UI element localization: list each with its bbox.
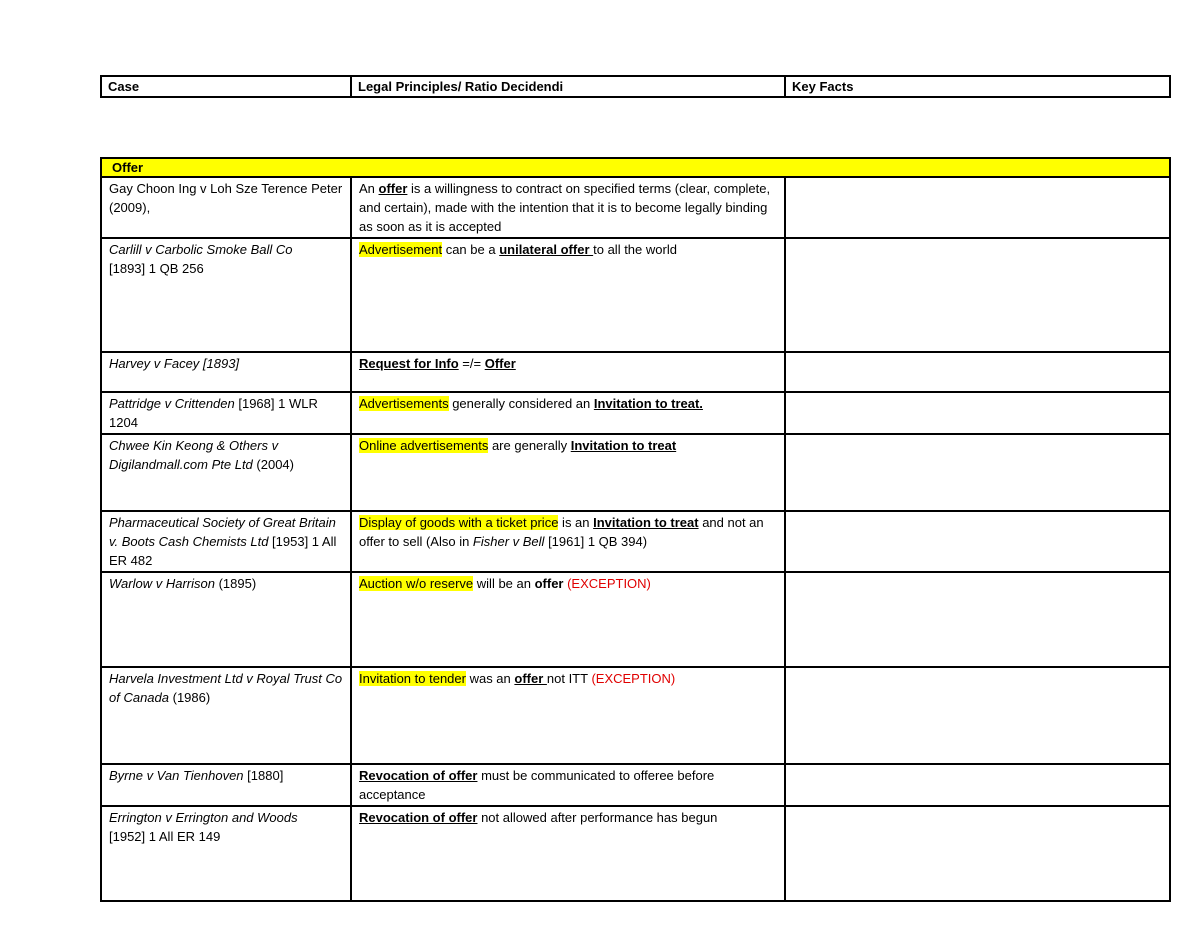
principle-highlight: Advertisements	[359, 396, 449, 411]
case-name: Byrne v Van Tienhoven	[109, 768, 244, 783]
principle-keyword: Invitation to treat	[593, 515, 699, 530]
principle-highlight: Display of goods with a ticket price	[359, 515, 559, 530]
principle-keyword: Revocation of offer	[359, 768, 478, 783]
case-cell	[101, 238, 351, 352]
case-citation: [1880]	[243, 768, 284, 783]
principle-keyword: Invitation to treat.	[593, 396, 703, 411]
principle-text: =/=	[458, 356, 485, 371]
principle-text: can be a	[442, 242, 500, 257]
principle-text: not allowed after performance has begun	[477, 810, 718, 825]
table-row	[101, 238, 1170, 352]
table-row	[101, 667, 1170, 764]
principle-cell	[351, 764, 785, 806]
principle-case-ref: Fisher v Bell	[472, 534, 545, 549]
principle-cell	[351, 392, 785, 434]
facts-cell	[785, 806, 1170, 901]
principle-text: must be communicated to offeree before acceptance	[359, 768, 715, 802]
case-name: Chwee Kin Keong & Others v Digilandmall.com Pte Ltd	[109, 438, 279, 472]
table-row	[101, 572, 1170, 667]
principle-cell	[351, 511, 785, 572]
case-citation: (1895)	[214, 576, 257, 591]
principle-cell	[351, 572, 785, 667]
case-name: Pharmaceutical Society of Great Britain v. Boots Cash Chemists Ltd	[109, 515, 336, 549]
principle-keyword: Invitation to treat	[570, 438, 677, 453]
header-table	[100, 75, 1171, 98]
facts-cell	[785, 667, 1170, 764]
facts-cell	[785, 177, 1170, 238]
facts-cell	[785, 764, 1170, 806]
principle-cell	[351, 352, 785, 392]
principle-text: is an	[558, 515, 594, 530]
header-principle: Legal Principles/ Ratio Decidendi	[351, 76, 785, 97]
principle-highlight: Online advertisements	[359, 438, 489, 453]
principle-keyword: Offer	[484, 356, 516, 371]
case-cell	[101, 511, 351, 572]
table-row	[101, 511, 1170, 572]
principle-highlight: Auction w/o reserve	[359, 576, 474, 591]
principle-keyword: unilateral offer	[499, 242, 594, 257]
section-title: Offer	[101, 158, 1170, 177]
case-name: Harvela Investment Ltd v Royal Trust Co of Canada	[109, 671, 343, 705]
principle-text: to all the world	[593, 242, 677, 257]
case-table	[100, 157, 1171, 902]
principle-cell	[351, 434, 785, 511]
case-cell	[101, 392, 351, 434]
principle-text: not ITT	[546, 671, 592, 686]
facts-cell	[785, 511, 1170, 572]
table-row	[101, 764, 1170, 806]
case-name: Warlow v Harrison	[109, 576, 215, 591]
case-name: Errington v Errington and Woods	[109, 810, 298, 825]
facts-cell	[785, 434, 1170, 511]
case-name: Carlill v Carbolic Smoke Ball Co	[109, 242, 293, 257]
facts-cell	[785, 572, 1170, 667]
case-citation: [1952] 1 All ER 149	[109, 829, 221, 844]
exception-label: (EXCEPTION)	[591, 671, 676, 686]
principle-keyword: offer	[534, 576, 564, 591]
principle-text: will be an	[473, 576, 535, 591]
principle-text: was an	[465, 671, 515, 686]
case-name: Gay Choon Ing v Loh Sze Terence Peter (2009),	[109, 181, 343, 215]
principle-text: is a willingness to contract on specified terms (clear, complete, and certain), made with the intention that it is to become legally binding as soon as it is accepted	[359, 181, 771, 234]
section-row	[101, 158, 1170, 177]
principle-keyword: offer	[378, 181, 408, 196]
case-name: Harvey v Facey [1893]	[109, 356, 240, 371]
case-citation: [1953] 1 All ER 482	[109, 534, 337, 568]
header-facts: Key Facts	[785, 76, 1170, 97]
case-name: Pattridge v Crittenden	[109, 396, 235, 411]
case-cell	[101, 667, 351, 764]
table-row	[101, 392, 1170, 434]
principle-cell	[351, 238, 785, 352]
table-row	[101, 434, 1170, 511]
principle-cell	[351, 177, 785, 238]
facts-cell	[785, 392, 1170, 434]
case-cell	[101, 177, 351, 238]
facts-cell	[785, 352, 1170, 392]
case-citation: [1968] 1 WLR 1204	[109, 396, 318, 430]
principle-text: and not an offer to sell (Also in	[359, 515, 764, 549]
principle-text: generally considered an	[448, 396, 594, 411]
case-citation: [1893] 1 QB 256	[109, 261, 204, 276]
case-cell	[101, 572, 351, 667]
table-row	[101, 177, 1170, 238]
principle-highlight: Advertisement	[359, 242, 443, 257]
case-cell	[101, 764, 351, 806]
principle-keyword: offer	[514, 671, 547, 686]
principle-keyword: Request for Info	[359, 356, 459, 371]
exception-label: (EXCEPTION)	[563, 576, 651, 591]
principle-text: are generally	[488, 438, 571, 453]
principle-keyword: Revocation of offer	[359, 810, 478, 825]
case-cell	[101, 434, 351, 511]
principle-highlight: Invitation to tender	[359, 671, 466, 686]
case-citation: (2004)	[252, 457, 294, 472]
header-case: Case	[101, 76, 351, 97]
table-row	[101, 352, 1170, 392]
facts-cell	[785, 238, 1170, 352]
principle-cell	[351, 806, 785, 901]
principle-text: [1961] 1 QB 394)	[544, 534, 648, 549]
principle-text: An	[359, 181, 379, 196]
header-row	[101, 76, 1170, 97]
case-cell	[101, 352, 351, 392]
principle-cell	[351, 667, 785, 764]
case-cell	[101, 806, 351, 901]
table-row	[101, 806, 1170, 901]
case-citation: (1986)	[169, 690, 211, 705]
